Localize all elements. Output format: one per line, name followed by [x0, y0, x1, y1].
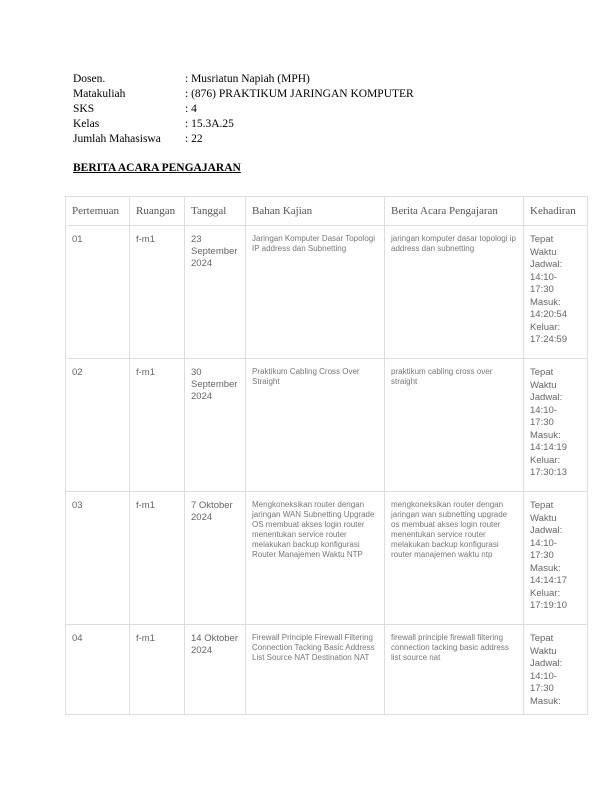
kehadiran-line: 17:30 — [530, 683, 554, 694]
info-value: : 4 — [185, 103, 197, 115]
cell-tanggal: 23 September 2024 — [185, 226, 246, 359]
header-tanggal: Tanggal — [185, 197, 246, 226]
cell-ruangan: f-m1 — [130, 226, 185, 359]
info-label: Jumlah Mahasiswa — [73, 133, 161, 145]
info-row-kelas — [73, 117, 414, 132]
header-pertemuan: Pertemuan — [66, 197, 130, 226]
kehadiran-line: Jadwal: — [530, 392, 563, 403]
info-row-dosen — [73, 72, 414, 87]
cell-pertemuan: 02 — [66, 359, 130, 492]
info-row-matakuliah — [73, 87, 414, 102]
kehadiran-line: Jadwal: — [530, 658, 563, 669]
info-value: : Musriatun Napiah (MPH) — [185, 73, 310, 85]
kehadiran-line: Jadwal: — [530, 259, 563, 270]
kehadiran-line: Masuk: — [530, 562, 561, 574]
cell-tanggal: 30 September 2024 — [185, 359, 246, 492]
table-header-row — [66, 197, 588, 226]
info-label: SKS — [73, 103, 95, 115]
info-label: Matakuliah — [73, 88, 126, 100]
kehadiran-line: Keluar: — [530, 454, 561, 466]
section-title: BERITA ACARA PENGAJARAN — [73, 162, 241, 174]
kehadiran-line: Tepat — [530, 500, 554, 511]
cell-berita-acara: mengkoneksikan router dengan jaringan wan subnetting upgrade os membuat akses login router menentukan service router melakukan backup konfigurasi router manajemen waktu ntp — [385, 492, 524, 625]
kehadiran-line: Tepat — [530, 367, 554, 378]
header-bahan-kajian: Bahan Kajian — [246, 197, 385, 226]
cell-tanggal: 7 Oktober 2024 — [185, 492, 246, 625]
kehadiran-line: Keluar: — [530, 321, 561, 333]
kehadiran-line: Keluar: — [530, 587, 561, 599]
cell-berita-acara: firewall principle firewall filtering connection tacking basic address list source nat — [385, 625, 524, 715]
kehadiran-line: Tepat — [530, 234, 554, 245]
cell-berita-acara: jaringan komputer dasar topologi ip address dan subnetting — [385, 226, 524, 359]
kehadiran-line: Waktu — [530, 379, 557, 391]
kehadiran-line: 14:14:19 — [530, 442, 567, 453]
course-info — [73, 72, 414, 147]
kehadiran-line: 17:19:10 — [530, 600, 567, 611]
info-label: Dosen. — [73, 73, 106, 85]
kehadiran-line: Waktu — [530, 512, 557, 524]
cell-pertemuan: 01 — [66, 226, 130, 359]
cell-ruangan: f-m1 — [130, 625, 185, 715]
cell-berita-acara: praktikum cabling cross over straight — [385, 359, 524, 492]
cell-bahan-kajian: Mengkoneksikan router dengan jaringan WAN Subnetting Upgrade OS membuat akses login router menentukan service router melakukan backup konfigurasi Router Manajemen Waktu NTP — [246, 492, 385, 625]
cell-pertemuan: 04 — [66, 625, 130, 715]
cell-tanggal: 14 Oktober 2024 — [185, 625, 246, 715]
kehadiran-line: 17:30 — [530, 417, 554, 428]
table-row — [66, 226, 588, 359]
header-berita-acara: Berita Acara Pengajaran — [385, 197, 524, 226]
info-value: : 15.3A.25 — [185, 118, 234, 130]
cell-ruangan: f-m1 — [130, 492, 185, 625]
teaching-record-table — [65, 196, 588, 715]
cell-bahan-kajian: Jaringan Komputer Dasar Topologi IP address dan Subnetting — [246, 226, 385, 359]
kehadiran-line: 14:10- — [530, 670, 557, 682]
header-ruangan: Ruangan — [130, 197, 185, 226]
kehadiran-line: 17:30 — [530, 550, 554, 561]
info-row-sks — [73, 102, 414, 117]
kehadiran-line: Jadwal: — [530, 525, 563, 536]
kehadiran-line: Waktu — [530, 246, 557, 258]
cell-kehadiran — [524, 359, 588, 492]
kehadiran-line: Masuk: — [530, 429, 561, 441]
kehadiran-line: 14:10- — [530, 404, 557, 416]
kehadiran-line: 14:14:17 — [530, 575, 567, 586]
info-label: Kelas — [73, 118, 100, 130]
cell-kehadiran — [524, 226, 588, 359]
header-kehadiran: Kehadiran — [524, 197, 588, 226]
cell-bahan-kajian: Praktikum Cabling Cross Over Straight — [246, 359, 385, 492]
kehadiran-line: 17:30 — [530, 284, 554, 295]
kehadiran-line: 17:30:13 — [530, 467, 567, 478]
cell-ruangan: f-m1 — [130, 359, 185, 492]
info-value: : 22 — [185, 133, 203, 145]
cell-pertemuan: 03 — [66, 492, 130, 625]
kehadiran-line: Tepat — [530, 633, 554, 644]
table-row — [66, 625, 588, 715]
kehadiran-line: 14:10- — [530, 271, 557, 283]
cell-kehadiran — [524, 492, 588, 625]
table-row — [66, 359, 588, 492]
kehadiran-line: Masuk: — [530, 296, 561, 308]
kehadiran-line: 17:24:59 — [530, 334, 567, 345]
kehadiran-line: Masuk: — [530, 695, 561, 707]
info-value: : (876) PRAKTIKUM JARINGAN KOMPUTER — [185, 88, 414, 100]
info-row-jumlah-mahasiswa — [73, 132, 414, 147]
cell-bahan-kajian: Firewall Principle Firewall Filtering Connection Tacking Basic Address List Source NAT Destination NAT — [246, 625, 385, 715]
kehadiran-line: 14:10- — [530, 537, 557, 549]
kehadiran-line: 14:20:54 — [530, 309, 567, 320]
table-row — [66, 492, 588, 625]
kehadiran-line: Waktu — [530, 645, 557, 657]
cell-kehadiran — [524, 625, 588, 715]
